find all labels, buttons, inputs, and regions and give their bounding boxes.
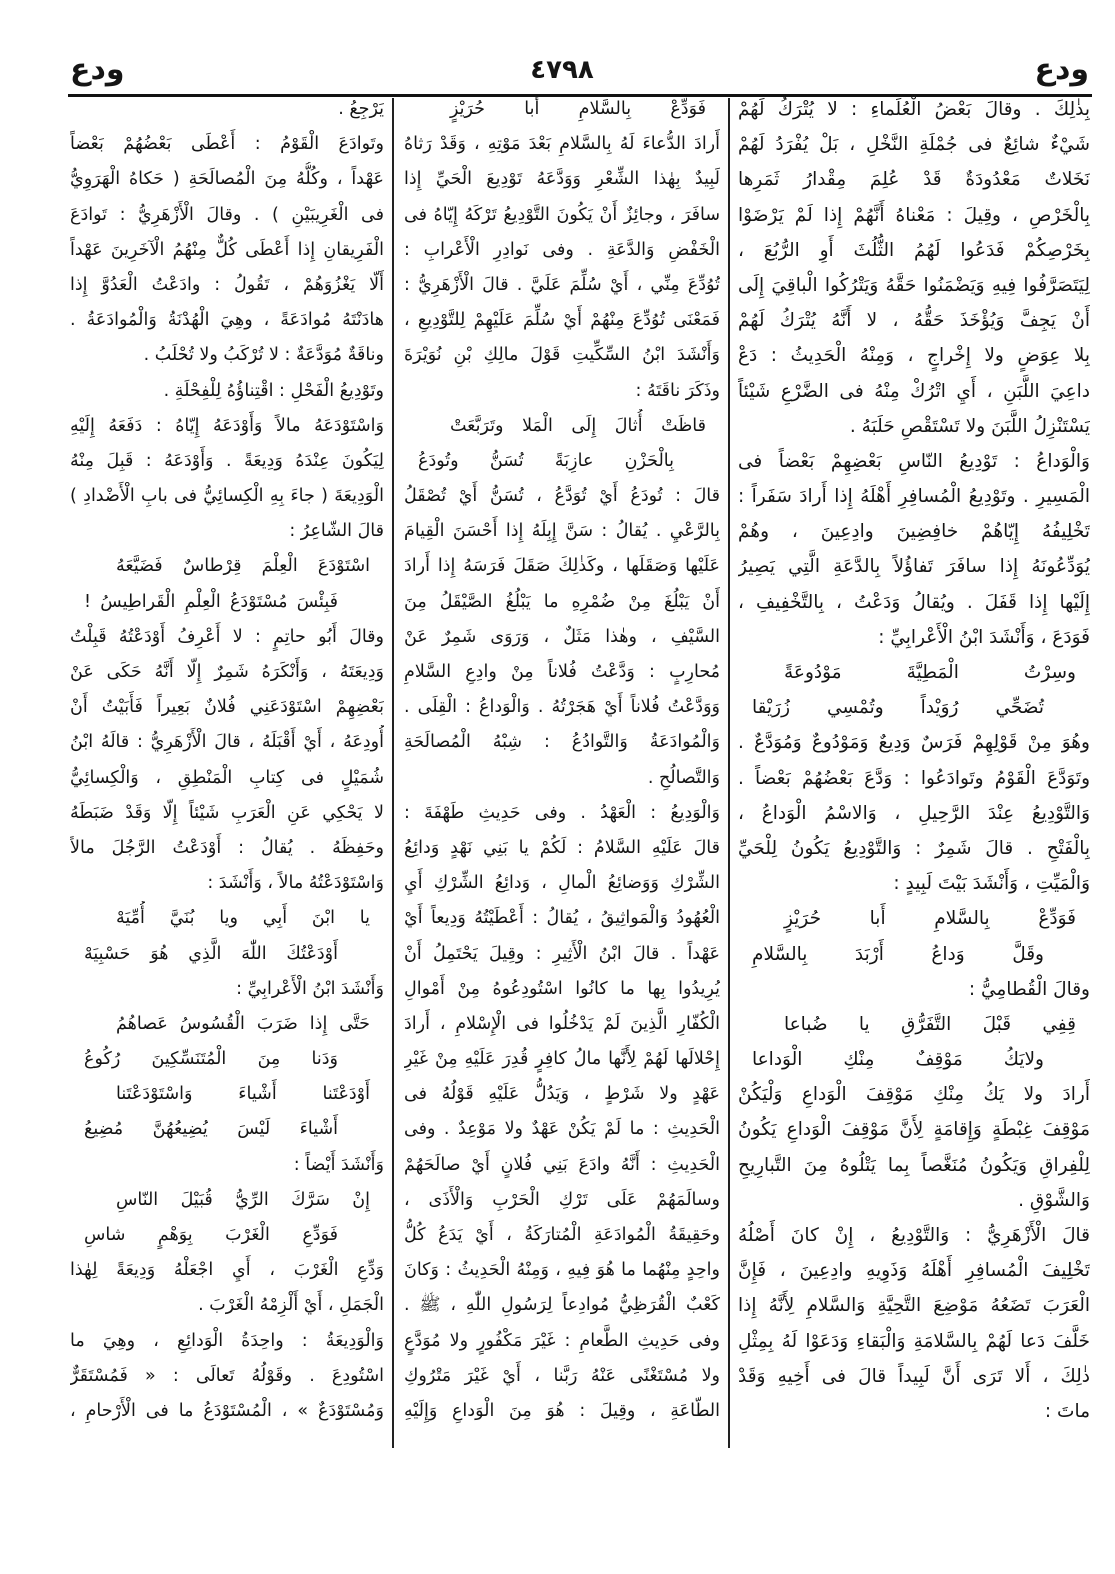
page-number: ٤٧٩٨ — [530, 55, 594, 85]
verse-line: حَتَّى إِذا ضَرَبَ الْقُسُوسُ عَصاهُمُ — [116, 1013, 370, 1034]
text-line: يُرِيدُوا بِها ما كانُوا اسْتُودِعُوهُ مِنْ أَمْوالِ — [404, 978, 720, 999]
verse-line: فَوَدِّعِ الْغَرْبَ بِوَهْمٍ شاسِ — [84, 1225, 338, 1245]
text-line: الْمَسِيرِ . وتَوْدِيعُ الْمُسافِرِ أَهْلَهُ إِذا أَرادَ سَفَراً : — [738, 486, 1090, 508]
text-line: وَأَنْشَدَ أَيْضاً : — [293, 1154, 384, 1175]
running-head-right: ودع — [1034, 52, 1089, 87]
text-line: هادَنْتَهُ مُوادَعَةً ، وهِيَ الْهُدْنَةُ وَالْمُوادَعَةُ . — [70, 310, 384, 331]
verse-line: فَبِئْسَ مُسْتَوْدَعُ الْعِلْمِ الْقَراطِيسُ ! — [84, 591, 338, 612]
text-line: الْفَرِيقانِ إِذا أَعْطَى كُلٌّ مِنْهُمُ الْآخَرِينَ عَهْداً — [70, 239, 384, 260]
text-line: ماتَ : — [1044, 1400, 1090, 1422]
text-line: بِلا عِوَضٍ ولا إِخْراجٍ ، وَمِنْهُ الْحَدِيثُ : دَعْ — [738, 345, 1090, 367]
verse-line: أَشْياءَ لَيْسَ يُضِيعُهُنَّ مُضِيعُ — [84, 1119, 338, 1140]
text-line: قالَ الشّاعِرُ : — [289, 521, 384, 542]
text-line: الْحَدِيثِ : ما لَمْ يَكُنْ عَهْدٌ ولا مَوْعِدٌ . وفى — [404, 1119, 720, 1140]
text-line: الْحَدِيثِ : أَنَّهُ وادَعَ بَنِي فُلانٍ أَيْ صالَحَهُمْ — [404, 1154, 720, 1175]
text-line: شَيْءٌ شائِعٌ فى جُمْلَةِ النَّخْلِ ، بَلْ يُفْرَدُ لَهُمْ — [738, 134, 1090, 156]
text-line: وَدِّعِ الْغَرْبَ ، أَيِ اجْعَلْهُ وَدِيعَةً لِهٰذا — [70, 1260, 384, 1281]
text-line: سافَرَ ، وجائِزٌ أَنْ يَكُونَ التَّوْدِيعُ تَرْكَهُ إِيّاهُ فى — [404, 204, 720, 225]
text-line: وَالْوَدِيعُ : الْعَهْدُ . وفى حَدِيثِ طَهْفَةَ : — [404, 802, 720, 823]
text-line: وتَوادَعَ الْقَوْمُ : أَعْطَى بَعْضُهُمْ بَعْضاً — [70, 134, 384, 155]
verse-line: يا ابْنَ أَبِي ويا بُنَيَّ أُمِّيَهْ — [116, 908, 370, 929]
text-line: قالَ عَلَيْهِ السَّلامُ : لَكُمْ يا بَنِي نَهْدٍ وَدائِعُ — [404, 837, 720, 858]
text-line: أَرادَ الدُّعاءَ لَهُ بِالسَّلامِ بَعْدَ مَوْتِهِ ، وَقَدْ رَثاهُ — [404, 134, 720, 155]
column-right — [738, 92, 1090, 1429]
text-line: الْكُفّارِ الَّذِينَ لَمْ يَدْخُلُوا فى الْإِسْلامِ ، أَرادَ — [404, 1013, 720, 1034]
text-line: عَهْدٍ ولا شَرْطٍ ، وَيَدُلُّ عَلَيْهِ قَوْلُهُ فى — [404, 1084, 720, 1105]
text-line: يَسْتَنْزِلُ اللَّبَنَ ولا تَسْتَقْصِ حَلَبَهُ . — [849, 415, 1090, 437]
verse-line: ولايَكُ مَوْقِفٌ مِنْكِ الْوَداعا — [752, 1049, 1044, 1071]
verse-line: وقَلَّ وَداعُ أَرْبَدَ بِالسَّلامِ — [752, 943, 1044, 965]
text-line: إِلَيْها إِذا قَفَلَ . ويُقالُ وَدَعْتُ ، بِالتَّخْفِيفِ ، — [738, 591, 1090, 613]
verse-line: فَوَدِّعْ بِالسَّلامِ أَبا حُرَيْزٍ — [784, 908, 1076, 930]
text-line: مُحارِبٍ : وَدَّعْتُ فُلاناً مِنْ وادِعِ السَّلامِ — [404, 662, 720, 682]
verse-line: تُضَحِّي رُوَيْداً وتُمْسِي زُرَيْقا — [752, 697, 1044, 719]
text-line: وَأَنْشَدَ ابْنُ الْأَعْرابِيِّ : — [236, 978, 384, 999]
text-line: واحِدٍ مِنْهُما ما هُوَ فِيهِ ، وَمِنْهُ الْحَدِيثُ : وَكانَ — [404, 1260, 720, 1281]
text-line: وهُوَ مِنْ قَوْلِهِمْ فَرَسٌ وَدِيعٌ وَمَوْدُوعٌ وَمُوَدَّعٌ . — [738, 732, 1090, 754]
text-line: لَبِيدٌ بِهٰذا الشِّعْرِ وَوَدَّعَهُ تَوْدِيعَ الْحَيِّ إِذا — [404, 169, 720, 190]
text-line: وَالْوَدِيعَةُ : واحِدَةُ الْوَدائِعِ ، وهِيَ ما — [70, 1330, 384, 1351]
text-line: وحَقِيقَةُ الْمُوادَعَةِ الْمُتارَكَةُ ، أَيْ يَدَعُ كُلُّ — [404, 1225, 720, 1245]
text-line: شُمَيْلٍ فى كِتابِ الْمَنْطِقِ ، وَالْكِسائِيُّ — [70, 767, 384, 788]
text-line: مَوْقِفَ غِبْطَةٍ وَإِقامَةٍ لِأَنَّ مَوْقِفَ الْوَداعِ يَكُونُ — [738, 1119, 1090, 1141]
text-line: وَوَدَّعْتُ فُلاناً أَيْ هَجَرْتُهُ . وَالْوَداعُ : الْقِلَى . — [404, 697, 720, 718]
verse-line: اسْتَوْدَعَ الْعِلْمَ قِرْطاسٌ فَضَيَّعَهُ — [116, 556, 370, 577]
text-line: أُودِعَهُ ، أَيْ أَقْبَلَهُ ، قالَ الْأَزْهَرِيُّ : قالَهُ ابْنُ — [70, 732, 384, 753]
verse-line: وسِرْتُ الْمَطِيَّةَ مَوْدُوعَةً — [784, 662, 1076, 683]
verse-line: أَوْدَعْتَنا أَشْياءَ وَاسْتَوْدَعْتَنا — [116, 1084, 370, 1105]
text-line: وتَوَدَّعَ الْقَوْمُ وتَوادَعُوا : وَدَّعَ بَعْضُهُمْ بَعْضاً . — [738, 767, 1090, 789]
text-line: الْخَفْضِ وَالدَّعَةِ . وفى نَوادِرِ الْأَعْرابِ : — [404, 239, 720, 260]
text-line: وَالتَّوْدِيعُ عِنْدَ الرَّحِيلِ ، وَالاسْمُ الْوَداعُ ، — [738, 802, 1090, 824]
text-line: تَخْلِيفَ الْمُسافِرِ أَهْلَهُ وَذَوِيهِ وادِعِينَ ، فَإِنَّ — [738, 1260, 1090, 1282]
column-middle — [404, 92, 720, 1429]
text-line: تُوُدِّعَ مِنِّي ، أَيْ سُلِّمَ عَلَيَّ . قالَ الْأَزْهَرِيُّ : — [404, 274, 720, 295]
text-line: أَنْ يَجِفَّ وَيُؤْخَذَ حَقُّهُ ، لا أَنَّهُ يُتْرَكُ لَهُمْ — [738, 310, 1090, 332]
text-line: وذَكَرَ ناقَتَهُ : — [635, 380, 720, 401]
text-line: وَالتَّصالُحِ . — [647, 767, 720, 788]
text-line: وَالْمَيِّتِ ، وَأَنْشَدَ بَيْتَ لَبِيدٍ : — [893, 873, 1090, 895]
verse-line: قِفِي قَبْلَ التَّفَرُّقِ يا ضُباعا — [784, 1013, 1076, 1035]
text-line: فَمَعْنَى تُوُدِّعَ مِنْهُمْ أَيْ سُلِّمَ عَلَيْهِمْ لِلتَّوْدِيعِ ، — [404, 310, 720, 331]
verse-line: أَوْدَعْتُكَ اللّٰهَ الَّذِي هُوَ حَسْبِيَهْ — [84, 943, 338, 964]
text-line: الْوَدِيعَةَ ( جاءَ بِهِ الْكِسائِيُّ فى بابِ الْأَضْدادِ ) — [70, 486, 384, 507]
text-line: الْجَمَلِ ، أَيْ أَلْزِمْهُ الْغَرْبَ . — [198, 1295, 384, 1316]
text-line: بِالرَّعْيِ . يُقالُ : سَنَّ إِبِلَهُ إِذا أَحْسَنَ الْقِيامَ — [404, 521, 720, 542]
text-line: وَاسْتَوْدَعَهُ مالاً وَأَوْدَعَهُ إِيّاهُ : دَفَعَهُ إِلَيْهِ — [70, 415, 384, 436]
text-line: وسالَمَهُمْ عَلَى تَرْكِ الْحَرْبِ وَالْأَذَى ، — [404, 1189, 720, 1210]
text-line: وَدِيعَتَهُ ، وَأَنْكَرَهُ شَمِرٌ إِلّا أَنَّهُ حَكَى عَنْ — [70, 662, 384, 682]
column-rule — [392, 98, 394, 1448]
text-line: وحَفِظَهُ . يُقالُ : أَوْدَعْتُ الرَّجُلَ مالاً — [70, 837, 384, 858]
text-line: وَمُسْتَوْدَعٌ » ، الْمُسْتَوْدَعُ ما فى الْأَرْحامِ ، — [70, 1400, 384, 1421]
text-line: وقالَ الْقُطامِيُّ : — [968, 978, 1090, 1000]
text-line: وقالَ أَبُو حاتِمٍ : لا أَعْرِفُ أَوْدَعْتُهُ قَبِلْتُ — [70, 626, 384, 647]
text-line: نَخَلاتٌ مَعْدُودَةٌ قَدْ عُلِمَ مِقْدارُ ثَمَرِها — [738, 169, 1090, 191]
text-line: فَوَدَعَ ، وَأَنْشَدَ ابْنُ الْأَعْرابِيِّ : — [878, 626, 1090, 648]
text-line: الطّاعَةِ ، وقِيلَ : هُوَ مِنَ الْوَداعِ وَإِلَيْهِ — [404, 1400, 720, 1421]
text-line: فى الْغَرِيبَيْنِ ) . وقالَ الْأَزْهَرِيُّ : تَوادَعَ — [70, 204, 384, 225]
text-line: داعِيَ اللَّبَنِ ، أَيِ اتْرُكْ مِنْهُ فى الضَّرْعِ شَيْئاً — [738, 380, 1090, 402]
text-line: عَهْداً . قالَ ابْنُ الْأَثِيرِ : وقِيلَ يَحْتَمِلُ أَنْ — [404, 943, 720, 964]
text-line: يُوَدِّعُونَهُ إِذا سافَرَ تَفاؤُلاً بِالدَّعَةِ الَّتِي يَصِيرُ — [738, 556, 1090, 578]
text-line: عَلَيْها وَصَقَلَها ، وكَذٰلِكَ صَقَلَ فَرَسَهُ إِذا أَرادَ — [404, 556, 720, 577]
text-line: أَلّا يَغْزُوَهُمْ ، تَقُولُ : وادَعْتُ الْعَدُوَّ إِذا — [70, 274, 384, 295]
text-line: قالَ الْأَزْهَرِيُّ : وَالتَّوْدِيعُ ، إِنْ كانَ أَصْلُهُ — [738, 1225, 1090, 1246]
text-line: بِالْفَتْحِ . قالَ شَمِرٌ : وَالتَّوْدِيعُ يَكُونُ لِلْحَيِّ — [738, 837, 1090, 859]
text-line: ذٰلِكَ ، أَلا تَرَى أَنَّ لَبِيداً قالَ فى أَخِيهِ وَقَدْ — [738, 1365, 1090, 1387]
text-line: بِذٰلِكَ . وقالَ بَعْضُ الْعُلَماءِ : لا يُتْرَكُ لَهُمْ — [738, 99, 1090, 120]
verse-line: قاظَتْ أُثالَ إِلَى الْمَلا وتَرَبَّعَتْ — [450, 415, 706, 436]
text-line: لِيَتَصَرَّفُوا فِيهِ وَيَضْمَنُوا حَقَّهُ وَيَتْرُكُوا الْباقِيَ إِلَى — [738, 274, 1090, 296]
text-line: أَنْ يَبْلُغَ مِنْ ضُمْرِهِ ما يَبْلُغُ الصَّيْقَلُ مِنَ — [404, 591, 720, 612]
text-line: خَلَّفَ دَعا لَهُمْ بِالسَّلامَةِ وَالْبَقاءِ وَدَعَوْا لَهُ بِمِثْلِ — [738, 1330, 1090, 1352]
text-line: وَاسْتَوْدَعْتُهُ مالاً ، وَأَنْشَدَ : — [207, 873, 384, 894]
text-line: وَالشَّوْقِ . — [1018, 1189, 1090, 1211]
text-line: وَالْوَداعُ : تَوْدِيعُ النّاسِ بَعْضِهِمْ بَعْضاً فى — [738, 450, 1090, 472]
column-rule — [728, 98, 730, 1448]
text-line: الْعَرَبَ تَضَعُهُ مَوْضِعَ التَّحِيَّةِ وَالسَّلامِ لِأَنَّهُ إِذا — [738, 1295, 1090, 1317]
verse-line: بِالْحَزْنِ عازِبَةً تُسَنُّ وتُودَعُ — [418, 450, 674, 471]
text-line: لِلْفِراقِ وَيَكُونُ مُنَغَّصاً بِما يَتْلُوهُ مِنَ التَّبارِيحِ — [738, 1154, 1090, 1176]
text-line: السَّيْفِ ، وهٰذا مَثَلٌ ، وَرَوَى شَمِرٌ عَنْ — [404, 626, 720, 647]
text-line: وناقَةٌ مُوَدَّعَةٌ : لا تُرْكَبُ ولا تُحْلَبُ . — [143, 345, 384, 366]
text-line: الشِّرْكِ وَوَضائِعُ الْمالِ ، وَدائِعُ الشِّرْكِ أَيِ — [404, 873, 720, 894]
text-line: وَالْمُوادَعَةُ وَالتَّوادُعُ : شِبْهُ الْمُصالَحَةِ — [404, 732, 720, 753]
text-line: بَعْضِهِمْ اسْتَوْدَعَنِي فُلانٌ بَعِيراً فَأَبَيْتُ أَنْ — [70, 697, 384, 718]
verse-line: وَدَنا مِنَ الْمُتَنَسِّكِينَ رُكُوعُ — [84, 1049, 338, 1070]
text-line: لِيَكُونَ عِنْدَهُ وَدِيعَةً . وَأَوْدَعَهُ : قَبِلَ مِنْهُ — [70, 450, 384, 471]
text-line: تَخْلِيفُهُ إِيّاهُمْ خافِضِينَ وادِعِينَ ، وهُمْ — [738, 521, 1090, 543]
text-line: لا يَحْكِي عَنِ الْعَرَبِ شَيْئاً إِلّا وَقَدْ ضَبَطَهُ — [70, 802, 384, 823]
text-line: عَهْداً ، وكُلُّهُ مِنَ الْمُصالَحَةِ ( حَكاهُ الْهَرَوِيُّ — [70, 169, 384, 190]
column-left — [70, 92, 384, 1429]
text-line: إِحْلالَها لَهُمْ لِأَنَّها مالُ كافِرٍ قُدِرَ عَلَيْهِ مِنْ غَيْرِ — [404, 1049, 720, 1070]
text-line: وَأَنْشَدَ ابْنُ السِّكِّيتِ قَوْلَ مالِكِ بْنِ نُوَيْرَةَ — [404, 345, 720, 366]
text-line: اسْتُودِعَ . وقَوْلُهُ تَعالَى : « فَمُسْتَقَرٌّ — [70, 1365, 384, 1386]
running-head-left: ودع — [70, 52, 125, 87]
text-line: كَعْبٌ الْقُرَظِيُّ مُوادِعاً لِرَسُولِ اللّٰهِ ، ﷺ . — [404, 1295, 720, 1316]
text-line: بِخَرْصِكُمْ فَدَعُوا لَهُمُ الثُّلُثَ أَوِ الرُّبُعَ ، — [738, 239, 1090, 261]
verse-line: إِنْ سَرَّكَ الرِّيُّ قُبَيْلَ النّاسِ — [116, 1189, 370, 1210]
text-line: يَرْجِعُ . — [338, 99, 384, 119]
text-line: وتَوْدِيعُ الْفَحْلِ : اقْتِناؤُهُ لِلْفِحْلَةِ . — [163, 380, 384, 401]
text-line: الْعُهُودُ وَالْمَواثِيقُ ، يُقالُ : أَعْطَيْتُهُ وَدِيعاً أَيْ — [404, 908, 720, 929]
text-line: وفى حَدِيثِ الطَّعامِ : غَيْرَ مَكْفُورٍ ولا مُوَدَّعٍ — [404, 1330, 720, 1351]
text-line: بِالْخَرْصِ ، وقِيلَ : مَعْناهُ أَنَّهُمْ إِذا لَمْ يَرْضَوْا — [738, 204, 1090, 226]
text-line: ولا مُسْتَغْنًى عَنْهُ رَبَّنا ، أَيْ غَيْرَ مَتْرُوكِ — [404, 1365, 720, 1386]
text-line: قالَ : تُودَعُ أَيْ تُوَدَّعُ ، تُسَنُّ أَيْ تُصْقَلُ — [404, 486, 720, 507]
verse-line: فَوَدِّعْ بِالسَّلامِ أَبا حُرَيْزٍ — [450, 99, 706, 119]
text-line: أَرادَ ولا يَكُ مِنْكِ مَوْقِفَ الْوَداعِ وَلْيَكُنْ — [738, 1084, 1090, 1106]
